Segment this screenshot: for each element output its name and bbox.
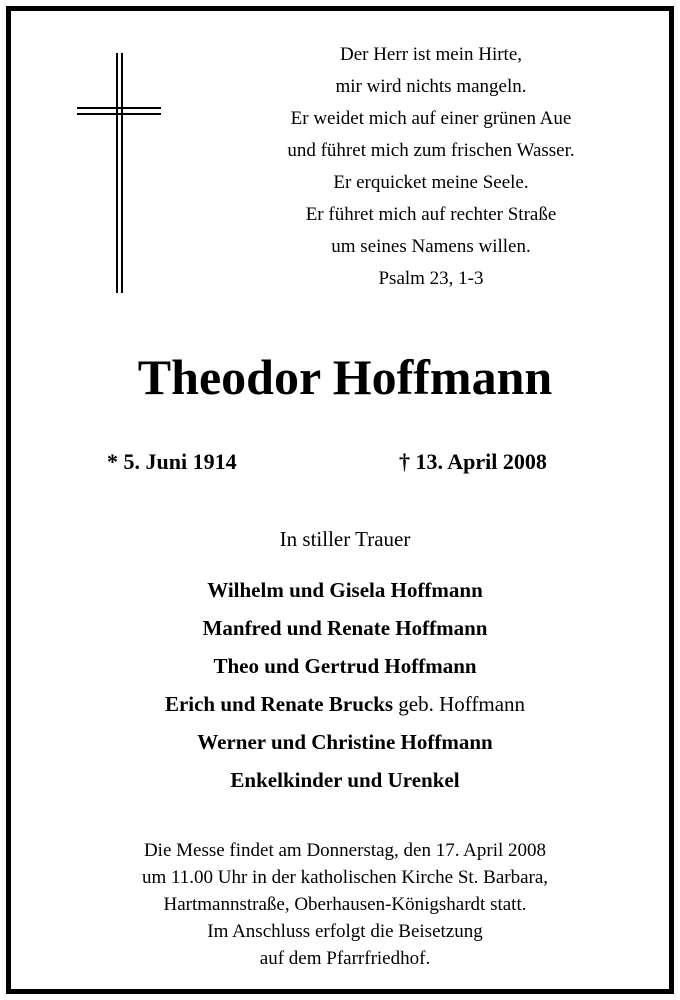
psalm-line: Er weidet mich auf einer grünen Aue [290, 108, 572, 129]
mourning-intro: In stiller Trauer [279, 527, 411, 551]
psalm-line: Er führet mich auf rechter Straße [305, 204, 557, 225]
mourner-family [11, 685, 679, 723]
psalm-reference: Psalm 23, 1-3 [378, 268, 484, 289]
cross-icon [77, 53, 161, 293]
mourner-family [11, 609, 679, 647]
service-info [11, 837, 679, 972]
psalm-line: mir wird nichts mangeln. [335, 76, 527, 97]
mourners-list [11, 571, 679, 799]
mourner-name: Manfred und Renate Hoffmann [202, 616, 488, 640]
obituary-frame [6, 6, 674, 994]
mourner-name: Theo und Gertrud Hoffmann [213, 654, 477, 678]
mourner-family [11, 761, 679, 799]
mourner-family [11, 647, 679, 685]
service-line: Im Anschluss erfolgt die Beisetzung [207, 921, 483, 942]
psalm-line: Er erquicket meine Seele. [333, 172, 529, 193]
deceased-name: Theodor Hoffmann [137, 349, 553, 405]
mourner-family [11, 571, 679, 609]
mourner-name: Wilhelm und Gisela Hoffmann [207, 578, 483, 602]
service-line: auf dem Pfarrfriedhof. [259, 948, 431, 969]
maiden-name-suffix: geb. Hoffmann [393, 692, 526, 716]
psalm-verse [221, 39, 641, 295]
psalm-line: um seines Namens willen. [331, 236, 531, 257]
service-line: Die Messe findet am Donnerstag, den 17. April 2008 [143, 840, 547, 861]
mourner-name: Werner und Christine Hoffmann [197, 730, 493, 754]
service-line: Hartmannstraße, Oberhausen-Königshardt statt. [163, 894, 527, 915]
mourner-name: Enkelkinder und Urenkel [230, 768, 460, 792]
mourner-name: Erich und Renate Brucks [164, 692, 394, 716]
service-line: um 11.00 Uhr in der katholischen Kirche St. Barbara, [141, 867, 549, 888]
psalm-line: Der Herr ist mein Hirte, [339, 44, 523, 65]
birth-date: * 5. Juni 1914 [107, 449, 237, 474]
mourner-family [11, 723, 679, 761]
death-date: † 13. April 2008 [399, 449, 547, 474]
psalm-line: und führet mich zum frischen Wasser. [287, 140, 575, 161]
